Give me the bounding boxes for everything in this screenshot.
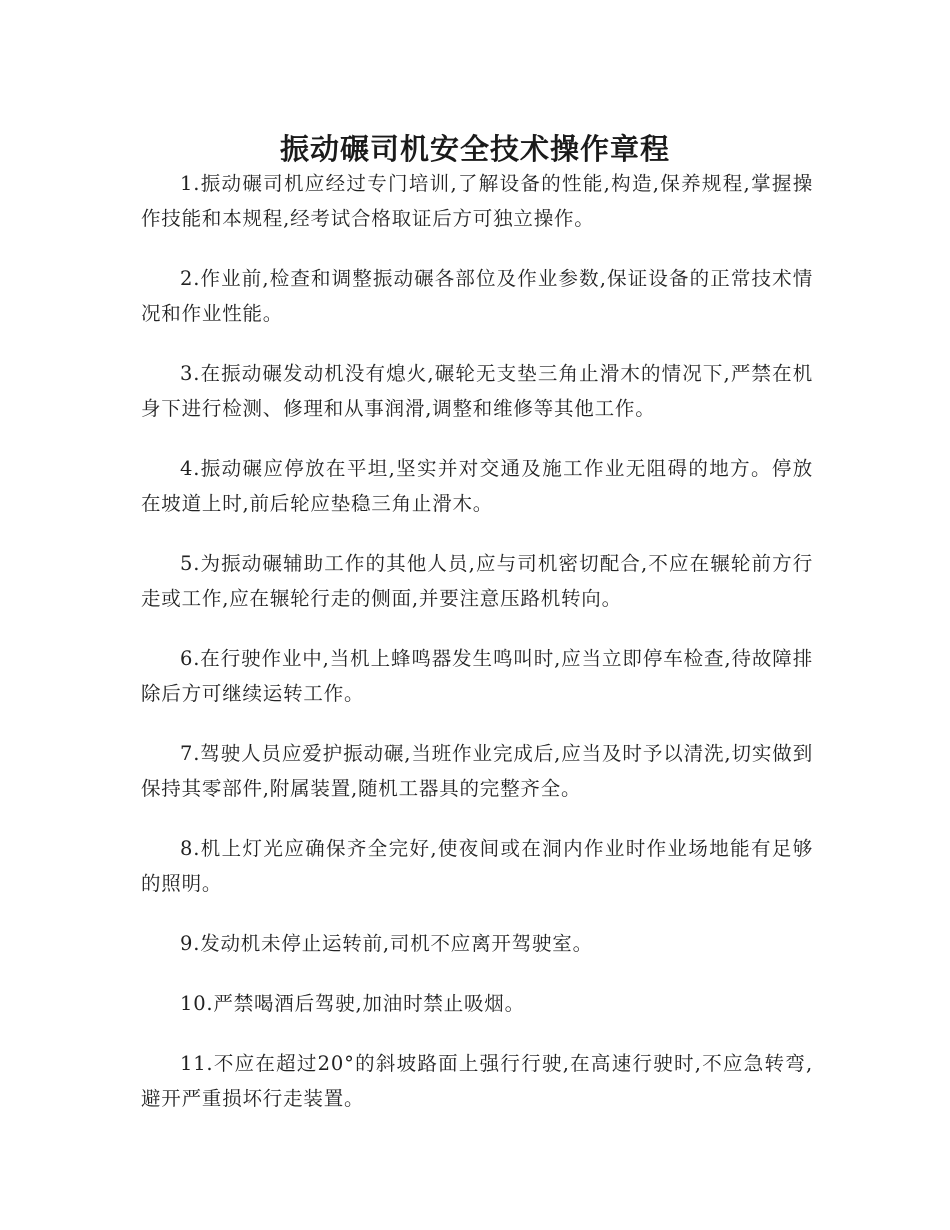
paragraph: 8.机上灯光应确保齐全完好,使夜间或在洞内作业时作业场地能有足够的照明。: [141, 837, 813, 895]
paragraph: 2.作业前,检查和调整振动碾各部位及作业参数,保证设备的正常技术情况和作业性能。: [141, 267, 813, 325]
paragraph: 1.振动碾司机应经过专门培训,了解设备的性能,构造,保养规程,掌握操作技能和本规程,经考试合格取证后方可独立操作。: [141, 172, 813, 230]
paragraph: 11.不应在超过20°的斜坡路面上强行行驶,在高速行驶时,不应急转弯,避开严重损坏行走装置。: [141, 1052, 813, 1110]
paragraph: 5.为振动碾辅助工作的其他人员,应与司机密切配合,不应在辗轮前方行走或工作,应在辗轮行走的侧面,并要注意压路机转向。: [141, 552, 813, 610]
paragraph: 4.振动碾应停放在平坦,坚实并对交通及施工作业无阻碍的地方。停放在坡道上时,前后轮应垫稳三角止滑木。: [141, 457, 813, 515]
paragraph: 6.在行驶作业中,当机上蜂鸣器发生鸣叫时,应当立即停车检查,待故障排除后方可继续运转工作。: [141, 647, 813, 705]
document-title: 振动碾司机安全技术操作章程: [279, 132, 670, 167]
document-body: [141, 166, 813, 1141]
paragraph: 7.驾驶人员应爱护振动碾,当班作业完成后,应当及时予以清洗,切实做到保持其零部件,附属装置,随机工器具的完整齐全。: [141, 742, 813, 800]
paragraph: 3.在振动碾发动机没有熄火,碾轮无支垫三角止滑木的情况下,严禁在机身下进行检测、修理和从事润滑,调整和维修等其他工作。: [141, 362, 813, 420]
paragraph: 10.严禁喝酒后驾驶,加油时禁止吸烟。: [180, 992, 525, 1015]
paragraph: 9.发动机未停止运转前,司机不应离开驾驶室。: [180, 932, 593, 955]
